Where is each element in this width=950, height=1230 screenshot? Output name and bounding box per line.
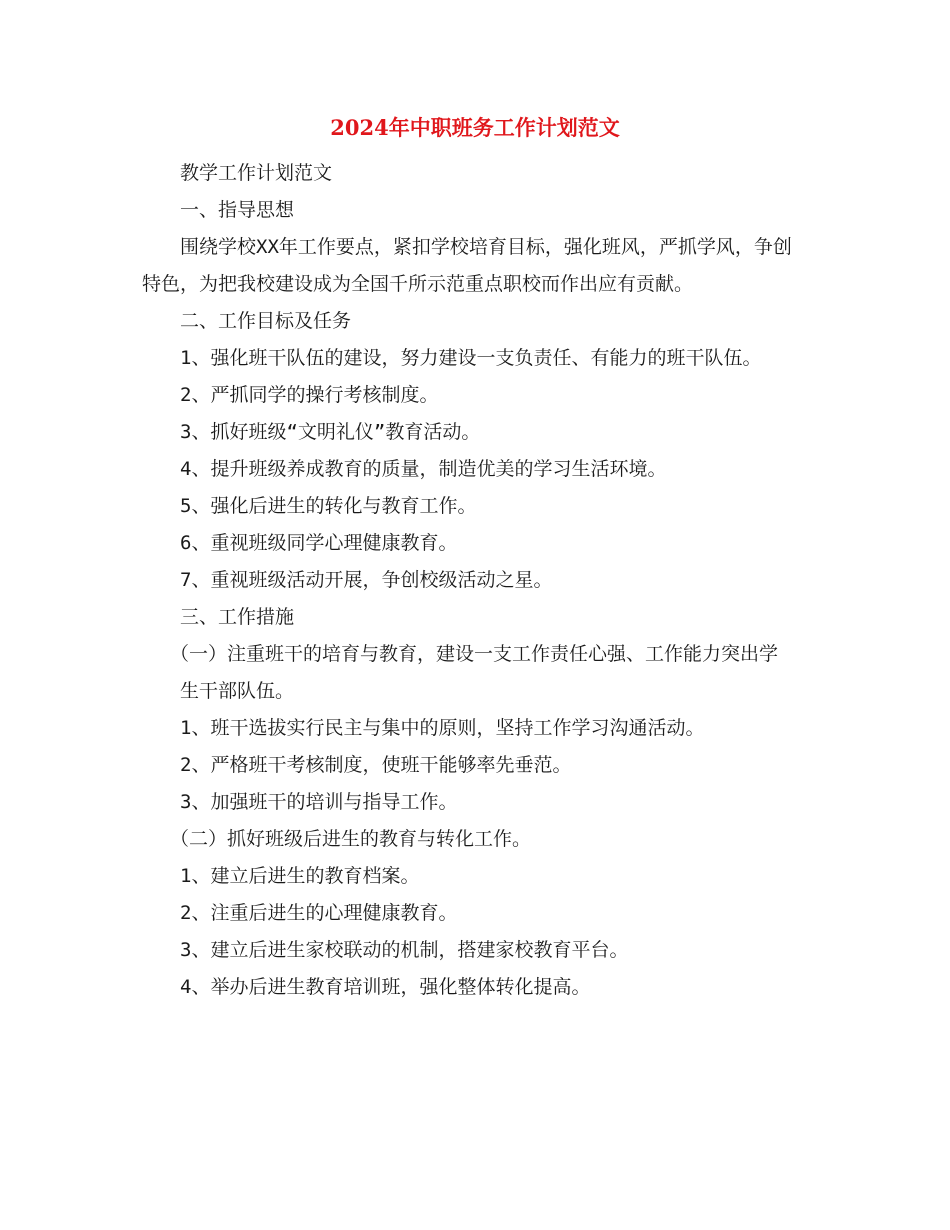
section-heading-guiding-thought: 一、指导思想: [180, 199, 295, 221]
measure-item-1-3: 3、加强班干的培训与指导工作。: [180, 791, 458, 813]
document-body: [142, 155, 808, 1006]
paragraph-guiding-thought: 围绕学校XX年工作要点，紧扣学校培育目标，强化班风，严抓学风，争创特色，为把我校建设成为全国千所示范重点职校而作出应有贡献。: [142, 236, 792, 295]
measure-item-1-1: 1、班干选拔实行民主与集中的原则，坚持工作学习沟通活动。: [180, 717, 705, 739]
measure-item-2-2: 2、注重后进生的心理健康教育。: [180, 902, 458, 924]
section-heading-goals-tasks: 二、工作目标及任务: [180, 310, 352, 332]
measure-item-1-2: 2、严格班干考核制度，使班干能够率先垂范。: [180, 754, 572, 776]
measure-item-2-3: 3、建立后进生家校联动的机制，搭建家校教育平台。: [180, 939, 629, 961]
measure-subheading-2: （二）抓好班级后进生的教育与转化工作。: [170, 828, 532, 850]
paragraph-heading-plan: 教学工作计划范文: [180, 162, 333, 184]
measure-subheading-1-continued: 生干部队伍。: [180, 680, 295, 702]
goal-item-2: 2、严抓同学的操行考核制度。: [180, 384, 439, 406]
document-title: 2024年中职班务工作计划范文: [330, 115, 620, 140]
goal-item-6: 6、重视班级同学心理健康教育。: [180, 532, 458, 554]
measure-subheading-1: （一）注重班干的培育与教育，建设一支工作责任心强、工作能力突出学: [170, 643, 779, 665]
goal-item-5: 5、强化后进生的转化与教育工作。: [180, 495, 477, 517]
section-heading-measures: 三、工作措施: [180, 606, 295, 628]
goal-item-1: 1、强化班干队伍的建设，努力建设一支负责任、有能力的班干队伍。: [180, 347, 762, 369]
goal-item-3: 3、抓好班级“文明礼仪”教育活动。: [180, 421, 481, 443]
goal-item-4: 4、提升班级养成教育的质量，制造优美的学习生活环境。: [180, 458, 667, 480]
goal-item-7: 7、重视班级活动开展，争创校级活动之星。: [180, 569, 553, 591]
measure-item-2-1: 1、建立后进生的教育档案。: [180, 865, 420, 887]
measure-item-2-4: 4、举办后进生教育培训班，强化整体转化提高。: [180, 976, 591, 998]
